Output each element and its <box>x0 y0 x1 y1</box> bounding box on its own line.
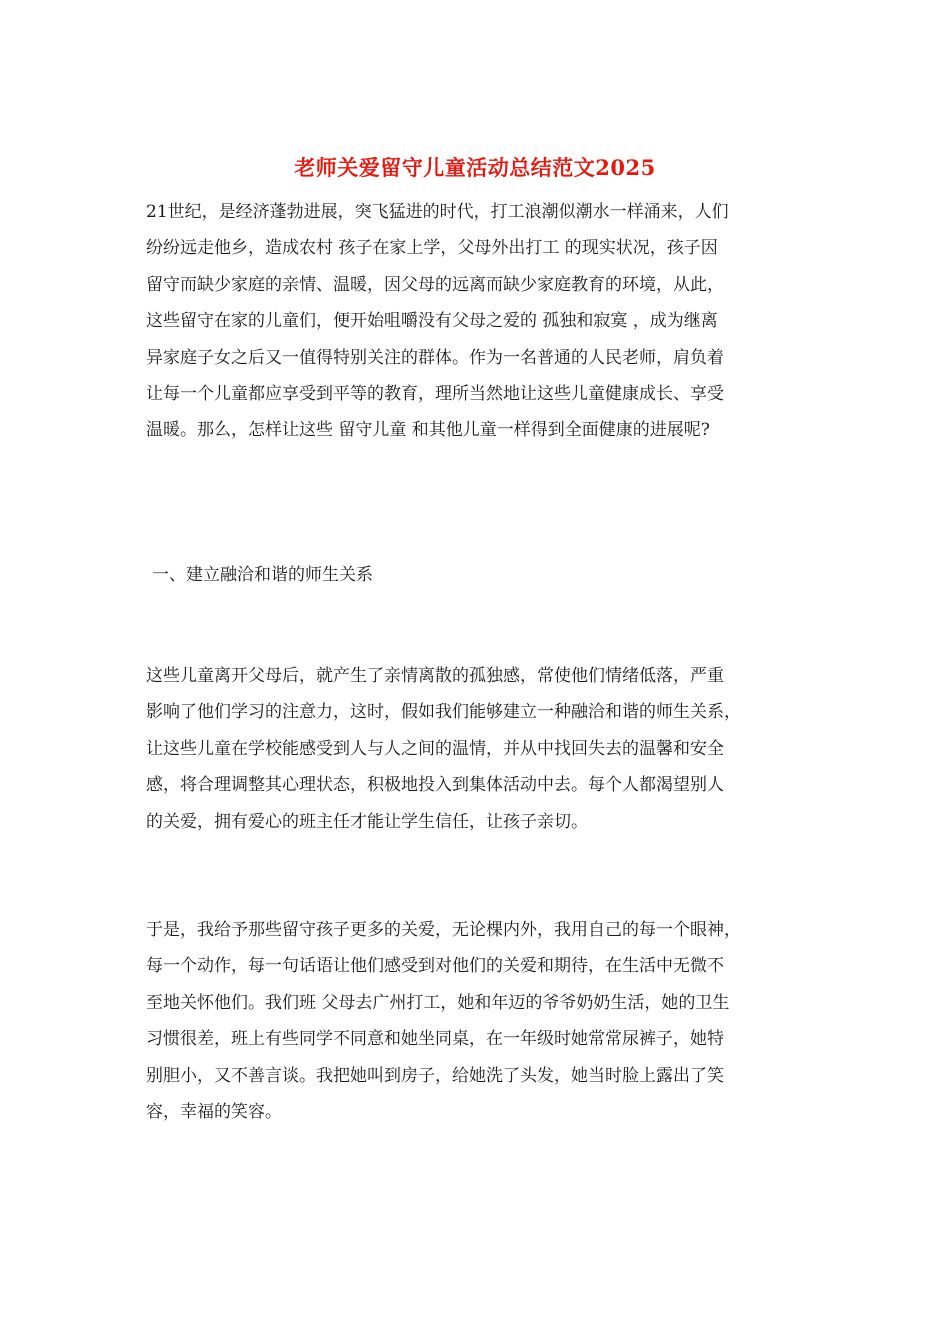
intro-line: 21世纪，是经济蓬勃进展，突飞猛进的时代，打工浪潮似潮水一样涌来，人们 <box>146 202 729 222</box>
section1-paragraph <box>146 658 814 840</box>
section2-paragraph <box>146 912 814 1130</box>
paragraph-line: 至地关怀他们。我们班 父母去广州打工，她和年迈的爷爷奶奶生活，她的卫生 <box>146 992 730 1013</box>
section-heading: 一、建立融洽和谐的师生关系 <box>152 565 373 585</box>
intro-line: 温暖。那么，怎样让这些 留守儿童 和其他儿童一样得到全面健康的进展呢? <box>146 420 710 441</box>
intro-paragraph <box>146 194 814 449</box>
paragraph-line: 容，幸福的笑容。 <box>146 1102 282 1123</box>
paragraph-line: 别胆小，又不善言谈。我把她叫到房子，给她洗了头发，她当时脸上露出了笑 <box>146 1065 724 1086</box>
intro-line: 异家庭子女之后又一值得特别关注的群体。作为一名普通的人民老师，肩负着 <box>146 347 724 368</box>
paragraph-line: 这些儿童离开父母后，就产生了亲情离散的孤独感，常使他们情绪低落，严重 <box>146 666 724 686</box>
paragraph-line: 让这些儿童在学校能感受到人与人之间的温情，并从中找回失去的温馨和安全 <box>146 738 724 759</box>
intro-line: 让每一个儿童都应享受到平等的教育，理所当然地让这些儿童健康成长、享受 <box>146 384 724 405</box>
paragraph-line: 习惯很差，班上有些同学不同意和她坐同桌，在一年级时她常常尿裤子，她特 <box>146 1029 724 1050</box>
paragraph-line: 于是，我给予那些留守孩子更多的关爱，无论棵内外，我用自己的每一个眼神， <box>146 920 741 940</box>
intro-line: 纷纷远走他乡，造成农村 孩子在家上学，父母外出打工 的现实状况，孩子因 <box>146 238 718 259</box>
paragraph-line: 的关爱，拥有爱心的班主任才能让学生信任，让孩子亲切。 <box>146 811 588 832</box>
paragraph-line: 影响了他们学习的注意力，这时，假如我们能够建立一种融洽和谐的师生关系， <box>146 702 741 723</box>
intro-line: 这些留守在家的儿童们，便开始咀嚼没有父母之爱的 孤独和寂寞 ，成为继离 <box>146 311 718 332</box>
paragraph-line: 每一个动作，每一句话语让他们感受到对他们的关爱和期待，在生活中无微不 <box>146 956 724 977</box>
paragraph-line: 感，将合理调整其心理状态，积极地投入到集体活动中去。每个人都渴望别人 <box>146 775 724 796</box>
document-title: 老师关爱留守儿童活动总结范文2025 <box>294 155 656 180</box>
intro-line: 留守而缺少家庭的亲情、温暖，因父母的远离而缺少家庭教育的环境，从此， <box>146 274 724 295</box>
